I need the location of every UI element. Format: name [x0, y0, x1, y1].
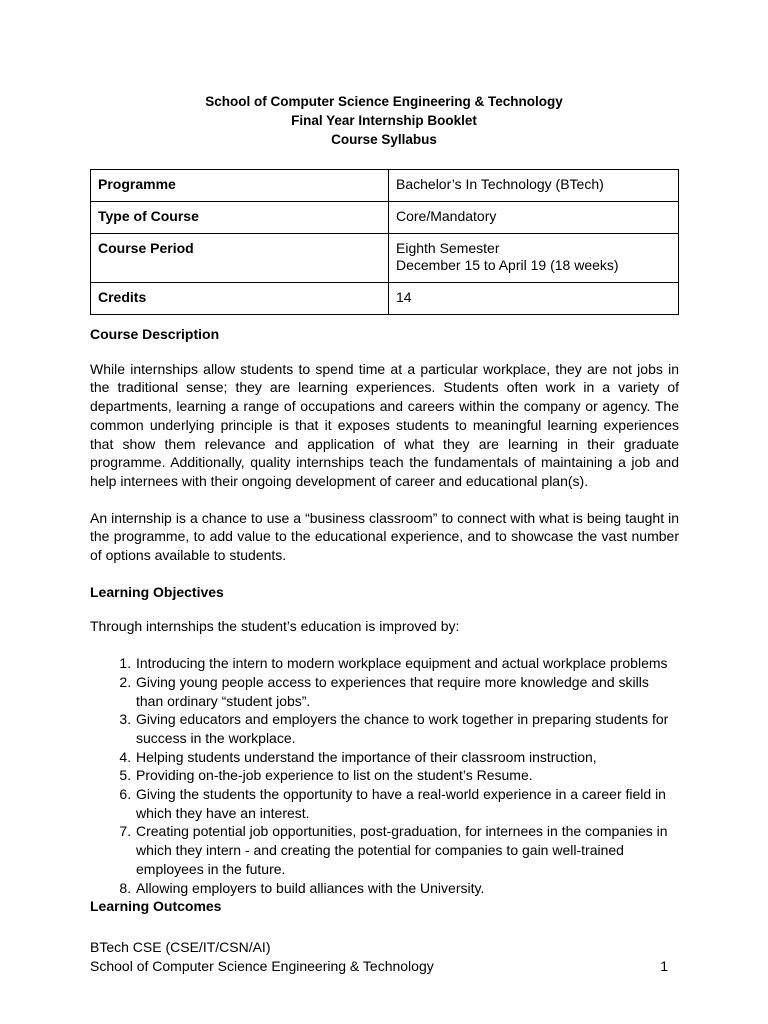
course-period-dates: December 15 to April 19 (18 weeks)	[396, 257, 619, 273]
school-title: School of Computer Science Engineering & Technology	[205, 94, 563, 109]
credits-label: Credits	[91, 283, 389, 315]
page-number: 1	[660, 958, 668, 974]
table-row	[91, 234, 679, 283]
course-type-label: Type of Course	[91, 202, 389, 234]
list-item: 1. Introducing the intern to modern workplace equipment and actual workplace problems	[135, 654, 679, 673]
course-description-heading: Course Description	[90, 326, 220, 342]
booklet-title: Final Year Internship Booklet	[291, 113, 477, 128]
learning-objectives-heading: Learning Objectives	[90, 583, 224, 600]
course-info-table	[90, 169, 679, 315]
course-description-paragraph-2: An internship is a chance to use a “business classroom” to connect with what is being taught in the programme, to add value to the educational experience, and to showcase the vast number of options available to students.	[90, 509, 679, 564]
learning-objectives-list	[90, 654, 679, 897]
learning-outcomes-heading: Learning Outcomes	[90, 898, 222, 915]
list-item: 7. Creating potential job opportunities, post-graduation, for internees in the companies in which they intern - and creating the potential for companies to gain well-trained employees in the future.	[135, 822, 679, 878]
footer-programme: BTech CSE (CSE/IT/CSN/AI)	[90, 939, 271, 955]
table-row	[91, 283, 679, 315]
programme-value: Bachelor’s In Technology (BTech)	[389, 170, 679, 202]
list-item: 8. Allowing employers to build alliances with the University.	[135, 879, 679, 898]
page-footer	[90, 938, 679, 976]
learning-objectives-intro: Through internships the student’s education is improved by:	[90, 618, 460, 635]
course-period-semester: Eighth Semester	[396, 240, 500, 256]
course-description-paragraph-1: While internships allow students to spend time at a particular workplace, they are not jobs in the traditional sense; they are learning experiences. Students often work in a variety of departments, learning a range of occupations and careers within the company or agency. The common underlying principle is that it exposes students to meaningful learning experiences that show them relevance and application of what they are learning in their graduate programme. Additionally, quality internships teach the fundamentals of maintaining a job and help internees with their ongoing development of career and educational plan(s).	[90, 360, 679, 489]
document-header	[0, 92, 768, 149]
course-period-cell	[389, 234, 679, 283]
list-item: 3. Giving educators and employers the chance to work together in preparing students for success in the workplace.	[135, 710, 679, 747]
list-item: 6. Giving the students the opportunity to have a real-world experience in a career field in which they have an interest.	[135, 785, 679, 822]
list-item: 5. Providing on-the-job experience to list on the student’s Resume.	[135, 766, 679, 785]
document-body	[90, 325, 679, 916]
list-item: 2. Giving young people access to experiences that require more knowledge and skills than ordinary “student jobs”.	[135, 673, 679, 710]
programme-label: Programme	[91, 170, 389, 202]
table-row	[91, 202, 679, 234]
list-item: 4. Helping students understand the importance of their classroom instruction,	[135, 748, 679, 767]
credits-value: 14	[389, 283, 679, 315]
course-type-value: Core/Mandatory	[389, 202, 679, 234]
syllabus-title: Course Syllabus	[331, 132, 437, 147]
course-period-label: Course Period	[91, 234, 389, 283]
table-row	[91, 170, 679, 202]
footer-school: School of Computer Science Engineering & Technology	[90, 958, 434, 974]
